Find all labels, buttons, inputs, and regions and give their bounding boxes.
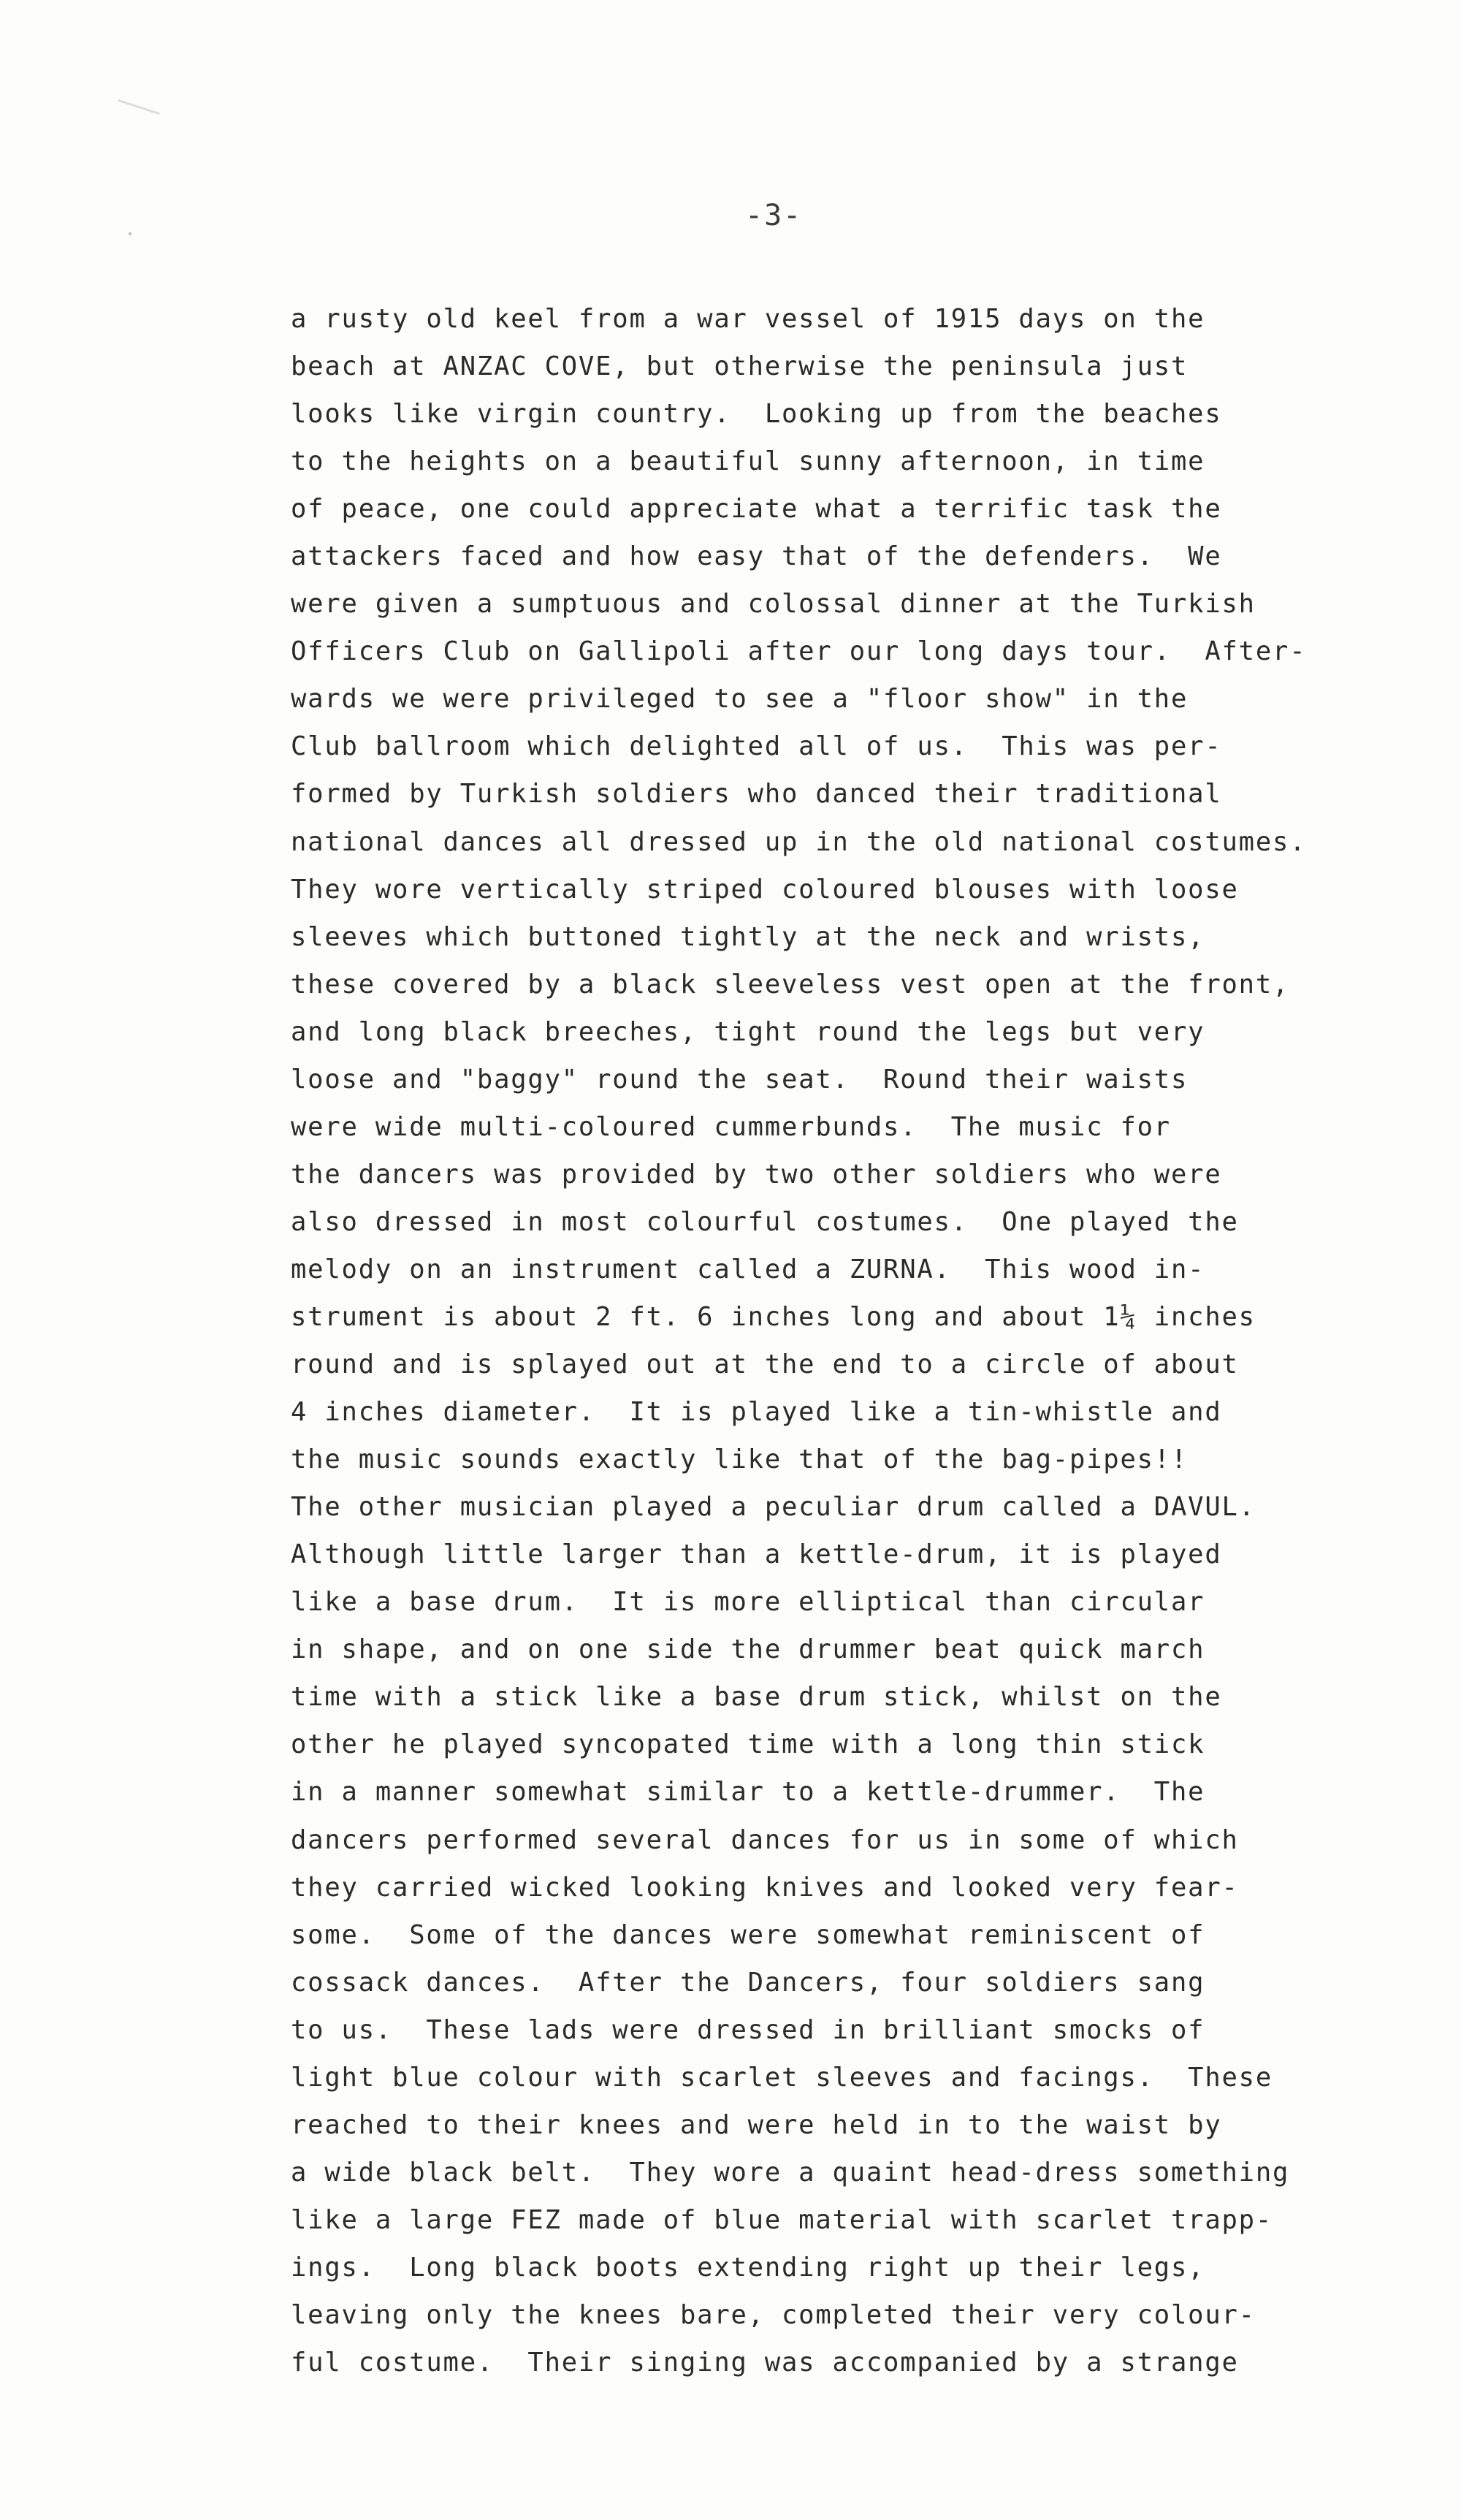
text-line: reached to their knees and were held in to the waist by [291,2109,1222,2140]
text-line: time with a stick like a base drum stick, whilst on the [291,1682,1222,1713]
text-line: loose and "baggy" round the seat. Round their waists [291,1064,1189,1095]
text-line: to the heights on a beautiful sunny afternoon, in time [291,446,1205,477]
text-line: light blue colour with scarlet sleeves and facings. These [291,2062,1273,2093]
text-line: the dancers was provided by two other soldiers who were [291,1159,1222,1189]
text-line: formed by Turkish soldiers who danced their traditional [291,779,1222,810]
text-line: these covered by a black sleeveless vest open at the front, [291,969,1290,1000]
text-line: ings. Long black boots extending right up their legs, [291,2252,1205,2283]
text-line: to us. These lads were dressed in brilliant smocks of [291,2014,1205,2045]
text-line: melody on an instrument called a ZURNA. This wood in- [291,1254,1205,1284]
paper-speck [129,232,131,235]
text-line: 4 inches diameter. It is played like a tin-whistle and [291,1397,1222,1428]
text-line: like a base drum. It is more elliptical than circular [291,1587,1205,1618]
text-line: were given a sumptuous and colossal dinner at the Turkish [291,589,1256,620]
text-line: wards we were privileged to see a "floor show" in the [291,684,1189,715]
paper-smudge [118,99,160,115]
text-line: Although little larger than a kettle-drum, it is played [291,1539,1222,1570]
text-line: attackers faced and how easy that of the defenders. We [291,541,1222,572]
text-line: other he played syncopated time with a long thin stick [291,1729,1205,1760]
text-line: in shape, and on one side the drummer beat quick march [291,1634,1205,1665]
text-line: round and is splayed out at the end to a circle of about [291,1350,1239,1380]
text-line: dancers performed several dances for us in some of which [291,1824,1239,1855]
text-line: sleeves which buttoned tightly at the neck and wrists, [291,921,1205,952]
text-line: cossack dances. After the Dancers, four soldiers sang [291,1967,1205,1998]
text-line: beach at ANZAC COVE, but otherwise the peninsula just [291,351,1189,382]
text-line: also dressed in most colourful costumes. One played the [291,1206,1239,1237]
text-line: ful costume. Their singing was accompanied by a strange [291,2348,1239,2378]
typed-body-text [291,295,1445,2386]
text-line: a wide black belt. They wore a quaint head-dress something [291,2157,1290,2188]
text-line: national dances all dressed up in the old national costumes. [291,826,1307,857]
text-line: in a manner somewhat similar to a kettle-drummer. The [291,1777,1205,1808]
text-line: were wide multi-coloured cummerbunds. The music for [291,1111,1171,1142]
text-line: Officers Club on Gallipoli after our long days tour. After- [291,636,1307,667]
text-line: They wore vertically striped coloured blouses with loose [291,874,1239,905]
text-line: they carried wicked looking knives and looked very fear- [291,1872,1239,1903]
text-line: Club ballroom which delighted all of us. This was per- [291,731,1222,762]
text-line: leaving only the knees bare, completed their very colour- [291,2299,1256,2330]
page-number: -3- [745,199,803,232]
text-line: some. Some of the dances were somewhat reminiscent of [291,1919,1205,1950]
text-line: strument is about 2 ft. 6 inches long and about 1¼ inches [291,1301,1256,1332]
text-line: the music sounds exactly like that of the bag-pipes!! [291,1444,1189,1475]
text-line: like a large FEZ made of blue material with scarlet trapp- [291,2204,1273,2235]
text-line: of peace, one could appreciate what a terrific task the [291,494,1222,525]
text-line: The other musician played a peculiar drum called a DAVUL. [291,1492,1256,1523]
text-line: and long black breeches, tight round the legs but very [291,1016,1205,1047]
text-line: a rusty old keel from a war vessel of 1915 days on the [291,304,1205,334]
text-line: looks like virgin country. Looking up from the beaches [291,399,1222,430]
